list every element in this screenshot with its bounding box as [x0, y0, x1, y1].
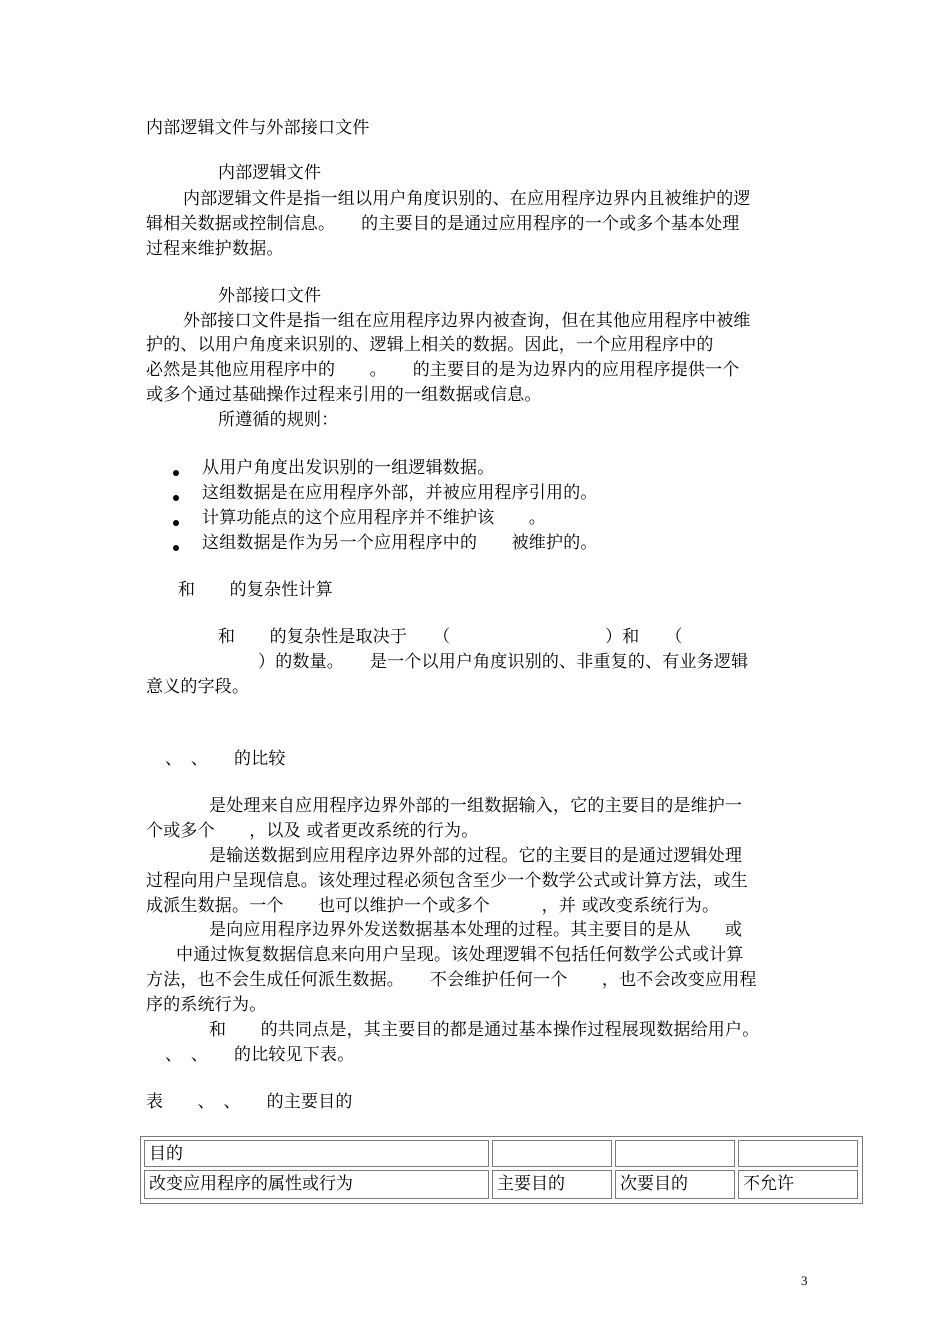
- compare-paragraph-line: 序的系统行为。: [146, 995, 267, 1015]
- rules-intro: 所遵循的规则：: [218, 410, 339, 430]
- complexity-paragraph-line: 意义的字段。: [146, 677, 250, 697]
- ilf-heading: 内部逻辑文件: [218, 163, 322, 183]
- eif-paragraph-line: 或多个通过基础操作过程来引用的一组数据或信息。: [146, 385, 542, 405]
- complexity-paragraph-line: 和 的复杂性是取决于 （ ）和 （: [218, 627, 683, 647]
- compare-paragraph-line: 成派生数据。一个 也可以维护一个或多个 ，并 或改变系统行为。: [146, 896, 720, 916]
- compare-paragraph-line: 中通过恢复数据信息来向用户呈现。该处理逻辑不包括任何数学公式或计算: [176, 945, 744, 965]
- compare-paragraph-line: 是向应用程序边界外发送数据基本处理的过程。其主要目的是从 或: [209, 920, 743, 940]
- compare-paragraph-line: 个或多个 ，以及 或者更改系统的行为。: [146, 821, 479, 841]
- table-cell: 次要目的: [615, 1170, 735, 1199]
- table-header-cell: [738, 1140, 858, 1167]
- eif-paragraph-line: 护的、以用户角度来识别的、逻辑上相关的数据。因此，一个应用程序中的: [146, 335, 714, 355]
- bullet-icon: [173, 495, 179, 501]
- section-title: 内部逻辑文件与外部接口文件: [146, 118, 370, 138]
- table-caption: 表 、 、 的主要目的: [146, 1092, 353, 1112]
- bullet-icon: [173, 520, 179, 526]
- bullet-icon: [173, 470, 179, 476]
- compare-paragraph-line: 过程向用户呈现信息。该处理过程必须包含至少一个数学公式或计算方法，或生: [146, 871, 748, 891]
- table-header-cell: [492, 1140, 612, 1167]
- eif-paragraph-line: 必然是其他应用程序中的 。 的主要目的是为边界内的应用程序提供一个: [146, 360, 740, 380]
- compare-paragraph-line: 是处理来自应用程序边界外部的一组数据输入，它的主要目的是维护一: [209, 796, 743, 816]
- compare-paragraph-line: 、 、 的比较见下表。: [165, 1045, 355, 1065]
- table-cell: 改变应用程序的属性或行为: [144, 1170, 489, 1199]
- list-item: 计算功能点的这个应用程序并不维护该 。: [202, 508, 546, 528]
- table-cell: 不允许: [738, 1170, 858, 1199]
- compare-paragraph-line: 是输送数据到应用程序边界外部的过程。它的主要目的是通过逻辑处理: [209, 846, 743, 866]
- purpose-table: [140, 1136, 863, 1204]
- page-number: 3: [801, 1273, 808, 1288]
- ilf-paragraph-line: 过程来维护数据。: [146, 239, 284, 259]
- table-header-cell: [615, 1140, 735, 1167]
- list-item: 这组数据是在应用程序外部，并被应用程序引用的。: [202, 483, 598, 503]
- list-item: 这组数据是作为另一个应用程序中的 被维护的。: [202, 533, 598, 553]
- table-cell: 主要目的: [492, 1170, 612, 1199]
- list-item: 从用户角度出发识别的一组逻辑数据。: [202, 458, 495, 478]
- eif-paragraph-line: 外部接口文件是指一组在应用程序边界内被查询，但在其他应用程序中被维: [183, 311, 751, 331]
- eif-heading: 外部接口文件: [218, 286, 322, 306]
- compare-paragraph-line: 方法，也不会生成任何派生数据。 不会维护任何一个 ，也不会改变应用程: [146, 970, 757, 990]
- bullet-icon: [173, 545, 179, 551]
- compare-heading: 、 、 的比较: [165, 749, 286, 769]
- complexity-paragraph-line: ）的数量。 是一个以用户角度识别的、非重复的、有业务逻辑: [258, 652, 749, 672]
- complexity-heading: 和 的复杂性计算: [178, 580, 333, 600]
- table-header-cell: 目的: [144, 1140, 489, 1167]
- ilf-paragraph-line: 辑相关数据或控制信息。 的主要目的是通过应用程序的一个或多个基本处理: [146, 214, 740, 234]
- ilf-paragraph-line: 内部逻辑文件是指一组以用户角度识别的、在应用程序边界内且被维护的逻: [183, 189, 751, 209]
- compare-paragraph-line: 和 的共同点是，其主要目的都是通过基本操作过程展现数据给用户。: [209, 1020, 760, 1040]
